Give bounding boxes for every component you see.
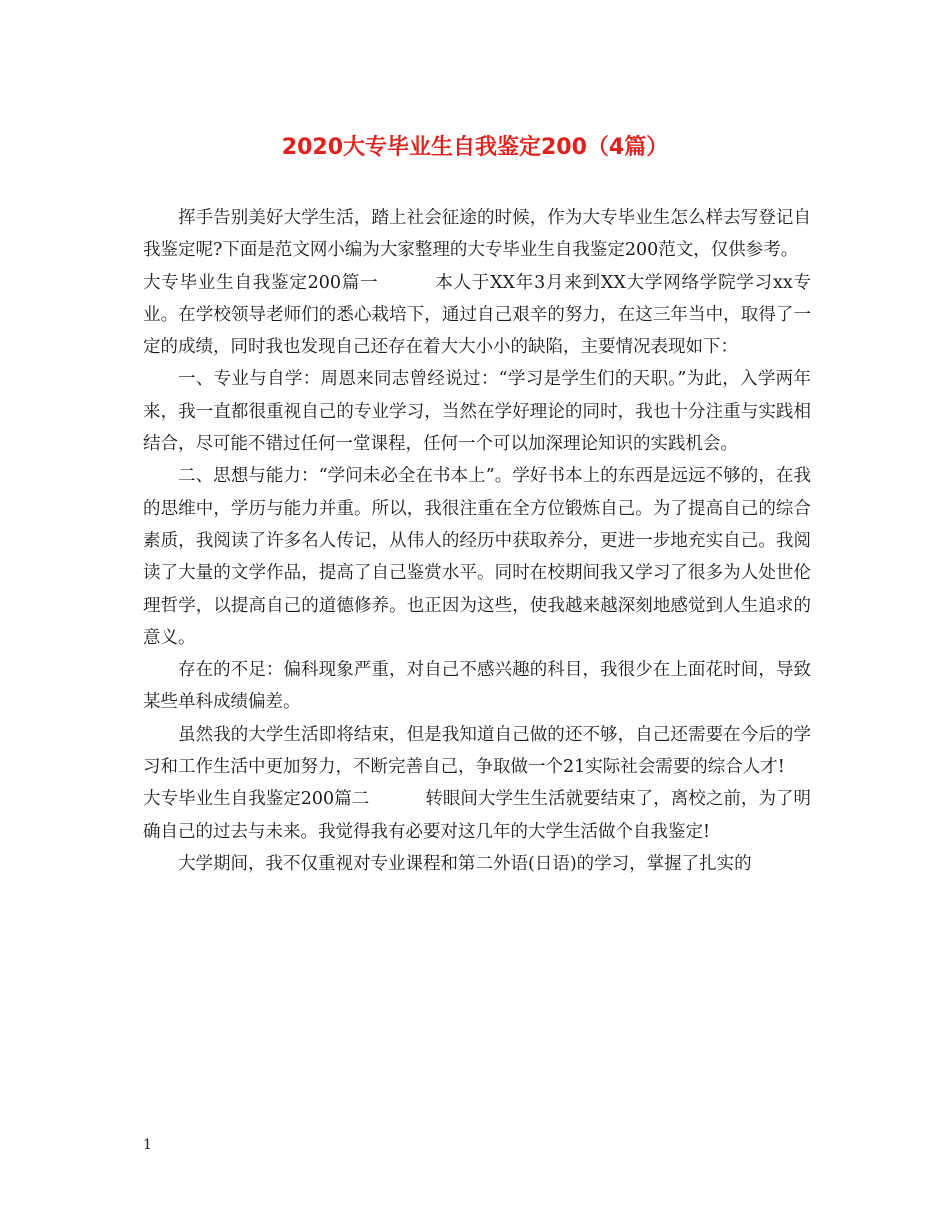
shortcoming-paragraph: 存在的不足：偏科现象严重，对自己不感兴趣的科目，我很少在上面花时间，导致某些单科成绩偏差。 [143,660,811,713]
document-body [143,202,811,880]
conclusion-paragraph: 虽然我的大学生活即将结束，但是我知道自己做的还不够，自己还需要在今后的学习和工作生活中更加努力，不断完善自己，争取做一个21实际社会需要的综合人才! [143,724,811,778]
section-two-body-paragraph: 大学期间，我不仅重视对专业课程和第二外语(日语)的学习，掌握了扎实的 [178,853,752,874]
section-one-heading: 大专毕业生自我鉴定200篇一 [143,272,379,293]
page-number: 1 [143,1137,152,1153]
section-two-heading: 大专毕业生自我鉴定200篇二 [143,789,370,810]
section-two-paragraph [143,783,811,848]
section-one-text: 本人于XX年3月来到XX大学网络学院学习xx专业。在学校领导老师们的悉心栽培下，通过自己艰辛的努力，在这三年当中，取得了一定的成绩，同时我也发现自己还存在着大大小小的缺陷，主要情况表现如下： [143,272,811,358]
section-two-text: 转眼间大学生生活就要结束了，离校之前，为了明确自己的过去与未来。我觉得我有必要对这几年的大学生活做个自我鉴定! [143,789,812,842]
point-two-paragraph: 二、思想与能力：“学问未必全在书本上”。学好书本上的东西是远远不够的，在我的思维中，学历与能力并重。所以，我很注重在全方位锻炼自己。为了提高自己的综合素质，我阅读了许多名人传记，从伟人的经历中获取养分，更进一步地充实自己。我阅读了大量的文学作品，提高了自己鉴赏水平。同时在校期间我又学习了很多为人处世伦理哲学，以提高自己的道德修养。也正因为这些，使我越来越深刻地感觉到人生追求的意义。 [143,466,811,648]
section-one-paragraph [143,267,811,364]
intro-paragraph: 挥手告别美好大学生活，踏上社会征途的时候，作为大专毕业生怎么样去写登记自我鉴定呢?下面是范文网小编为大家整理的大专毕业生自我鉴定200范文，仅供参考。 [143,208,811,261]
document-title: 2020大专毕业生自我鉴定200（4篇） [281,135,669,160]
point-one-paragraph: 一、专业与自学：周恩来同志曾经说过：“学习是学生们的天职。”为此，入学两年来，我一直都很重视自己的专业学习，当然在学好理论的同时，我也十分注重与实践相结合，尽可能不错过任何一堂课程，任何一个可以加深理论知识的实践机会。 [143,369,811,455]
